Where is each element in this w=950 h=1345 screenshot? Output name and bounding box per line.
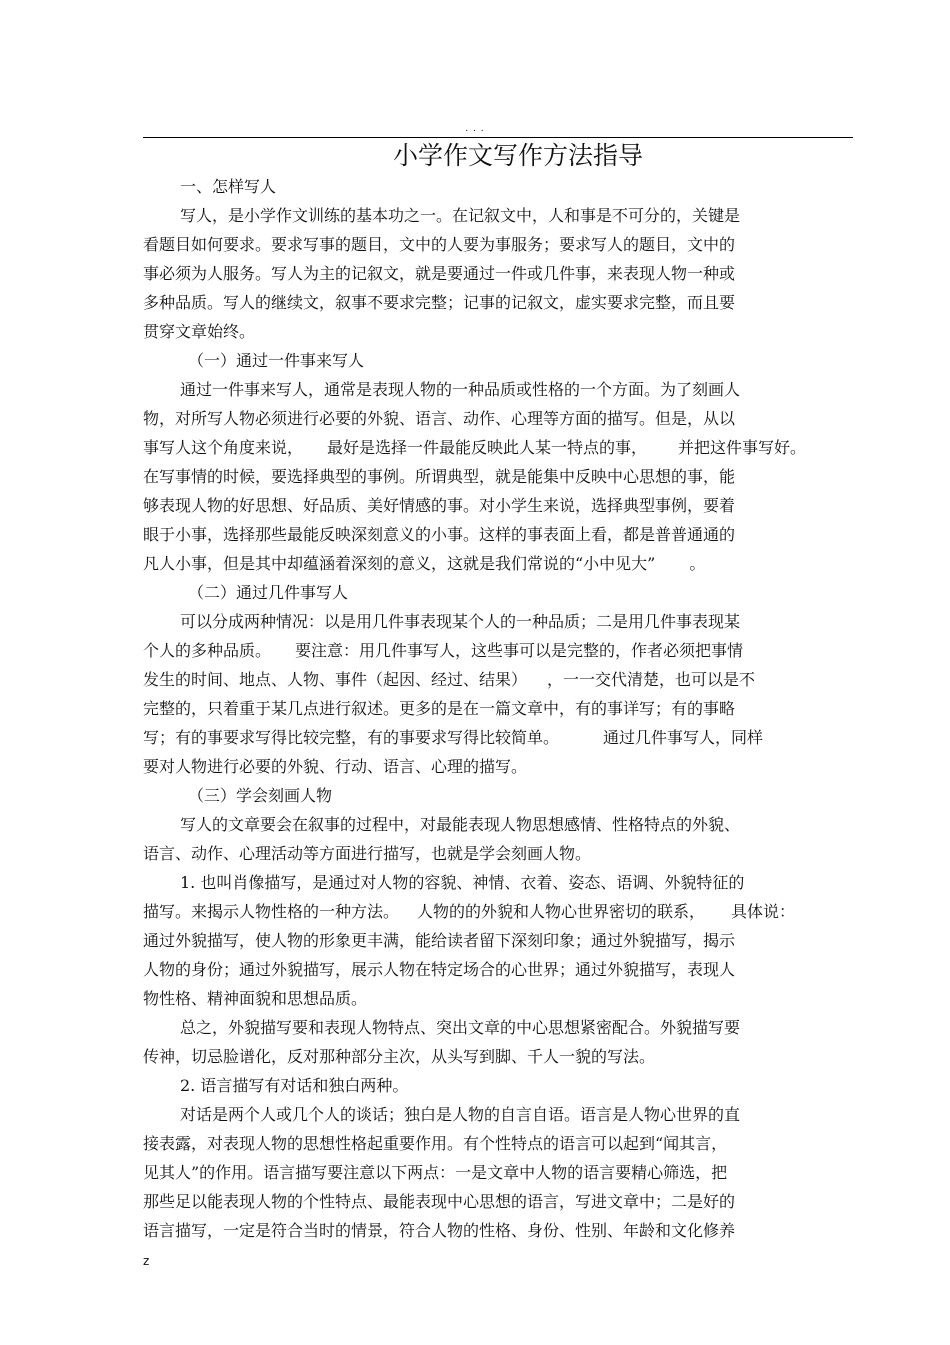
paragraph-line: 物性格、精神面貌和思想品质。 <box>143 989 368 1008</box>
line-segment: ，一一交代清楚，也可以是不 <box>547 670 756 689</box>
paragraph-line <box>143 665 863 694</box>
line-segment: 描写。来揭示人物性格的一种方法。 <box>143 902 400 921</box>
paragraph-line: 那些足以能表现人物的个性特点、最能表现中心思想的语言，写进文章中；二是好的 <box>143 1192 736 1211</box>
paragraph-line: 完整的，只着重于某几点进行叙述。更多的是在一篇文章中，有的事详写；有的事略 <box>143 699 736 718</box>
paragraph-line: 看题目如何要求。要求写事的题目，文中的人要为事服务；要求写人的题目，文中的 <box>143 235 736 254</box>
paragraph-line: 1. 也叫肖像描写，是通过对人物的容貌、神情、衣着、姿态、语调、外貌特征的 <box>180 873 745 892</box>
line-segment: 通过几件事写人，同样 <box>603 728 764 747</box>
section-heading: 一、怎样写人 <box>180 177 277 196</box>
paragraph-line <box>143 549 863 578</box>
line-segment: 写；有的事要求写得比较完整，有的事要求写得比较简单。 <box>143 728 560 747</box>
subsection-heading: （三）学会刻画人物 <box>188 786 333 805</box>
paragraph-line: 语言、动作、心理活动等方面进行描写，也就是学会刻画人物。 <box>143 844 592 863</box>
paragraph-line: 写人的文章要会在叙事的过程中，对最能表现人物思想感情、性格特点的外貌、 <box>180 815 741 834</box>
paragraph-line: 总之，外貌描写要和表现人物特点、突出文章的中心思想紧密配合。外貌描写要 <box>180 1018 741 1037</box>
paragraph-line: 要对人物进行必要的外貌、行动、语言、心理的描写。 <box>143 757 528 776</box>
paragraph-line: 语言描写，一定是符合当时的情景，符合人物的性格、身份、性别、年龄和文化修养 <box>143 1221 736 1240</box>
paragraph-line: 事必须为人服务。写人为主的记叙文，就是要通过一件或几件事，来表现人物一种或 <box>143 264 736 283</box>
paragraph-line: 2. 语言描写有对话和独白两种。 <box>180 1076 409 1095</box>
line-segment: 个人的多种品质。 <box>143 641 272 660</box>
paragraph-line: 贯穿文章始终。 <box>143 322 256 341</box>
paragraph-line: 人物的身份；通过外貌描写，展示人物在特定场合的心世界；通过外貌描写，表现人 <box>143 960 736 979</box>
line-segment: 凡人小事，但是其中却蕴涵着深刻的意义，这就是我们常说的“小中见大” <box>143 554 656 573</box>
line-segment: 人物的的外貌和人物心世界密切的联系， <box>417 902 706 921</box>
line-segment: 并把这件事写好。 <box>678 438 807 457</box>
paragraph-line: 接表露，对表现人物的思想性格起重要作用。有个性特点的语言可以起到“闻其言， <box>143 1134 728 1153</box>
paragraph-line: 通过外貌描写，使人物的形象更丰满，能给读者留下深刻印象；通过外貌描写，揭示 <box>143 931 736 950</box>
line-segment: 发生的时间、地点、人物、事件（起因、经过、结果） <box>143 670 528 689</box>
paragraph-line: 见其人”的作用。语言描写要注意以下两点：一是文章中人物的语言要精心筛选，把 <box>143 1163 728 1182</box>
paragraph-line: 传神，切忌脸谱化，反对那种部分主次，从头写到脚、千人一貌的写法。 <box>143 1047 656 1066</box>
paragraph-line: 够表现人物的好思想、好品质、美好情感的事。对小学生来说，选择典型事例，要着 <box>143 496 736 515</box>
paragraph-line <box>143 433 863 462</box>
subsection-heading: （二）通过几件事写人 <box>188 583 349 602</box>
paragraph-line: 可以分成两种情况：以是用几件事表现某个人的一种品质；二是用几件事表现某 <box>180 612 741 631</box>
header-rule <box>143 137 853 138</box>
header-dots: . . . <box>465 124 485 134</box>
line-segment: 事写人这个角度来说， <box>143 438 304 457</box>
paragraph-line: 在写事情的时候，要选择典型的事例。所谓典型，就是能集中反映中心思想的事，能 <box>143 467 736 486</box>
paragraph-line: 通过一件事来写人，通常是表现人物的一种品质或性格的一个方面。为了刻画人 <box>180 380 741 399</box>
line-segment: 具体说： <box>731 902 796 921</box>
paragraph-line <box>143 897 863 926</box>
paragraph-line: 眼于小事，选择那些最能反映深刻意义的小事。这样的事表面上看，都是普普通通的 <box>143 525 736 544</box>
line-segment: 要注意：用几件事写人，这些事可以是完整的，作者必须把事情 <box>295 641 744 660</box>
line-segment: 。 <box>689 554 706 573</box>
footer-mark: z <box>143 1254 150 1268</box>
paragraph-line: 对话是两个人或几个人的谈话；独白是人物的自言自语。语言是人物心世界的直 <box>180 1105 741 1124</box>
paragraph-line: 物，对所写人物必须进行必要的外貌、语言、动作、心理等方面的描写。但是，从以 <box>143 409 736 428</box>
paragraph-line <box>143 636 863 665</box>
document-title: 小学作文写作方法指导 <box>392 141 643 170</box>
document-body <box>143 172 863 1245</box>
line-segment: 最好是选择一件最能反映此人某一特点的事， <box>327 438 648 457</box>
paragraph-line <box>143 723 863 752</box>
paragraph-line: 多种品质。写人的继续文，叙事不要求完整；记事的记叙文，虚实要求完整，而且要 <box>143 293 736 312</box>
subsection-heading: （一）通过一件事来写人 <box>188 351 365 370</box>
paragraph-line: 写人，是小学作文训练的基本功之一。在记叙文中，人和事是不可分的，关键是 <box>180 206 741 225</box>
